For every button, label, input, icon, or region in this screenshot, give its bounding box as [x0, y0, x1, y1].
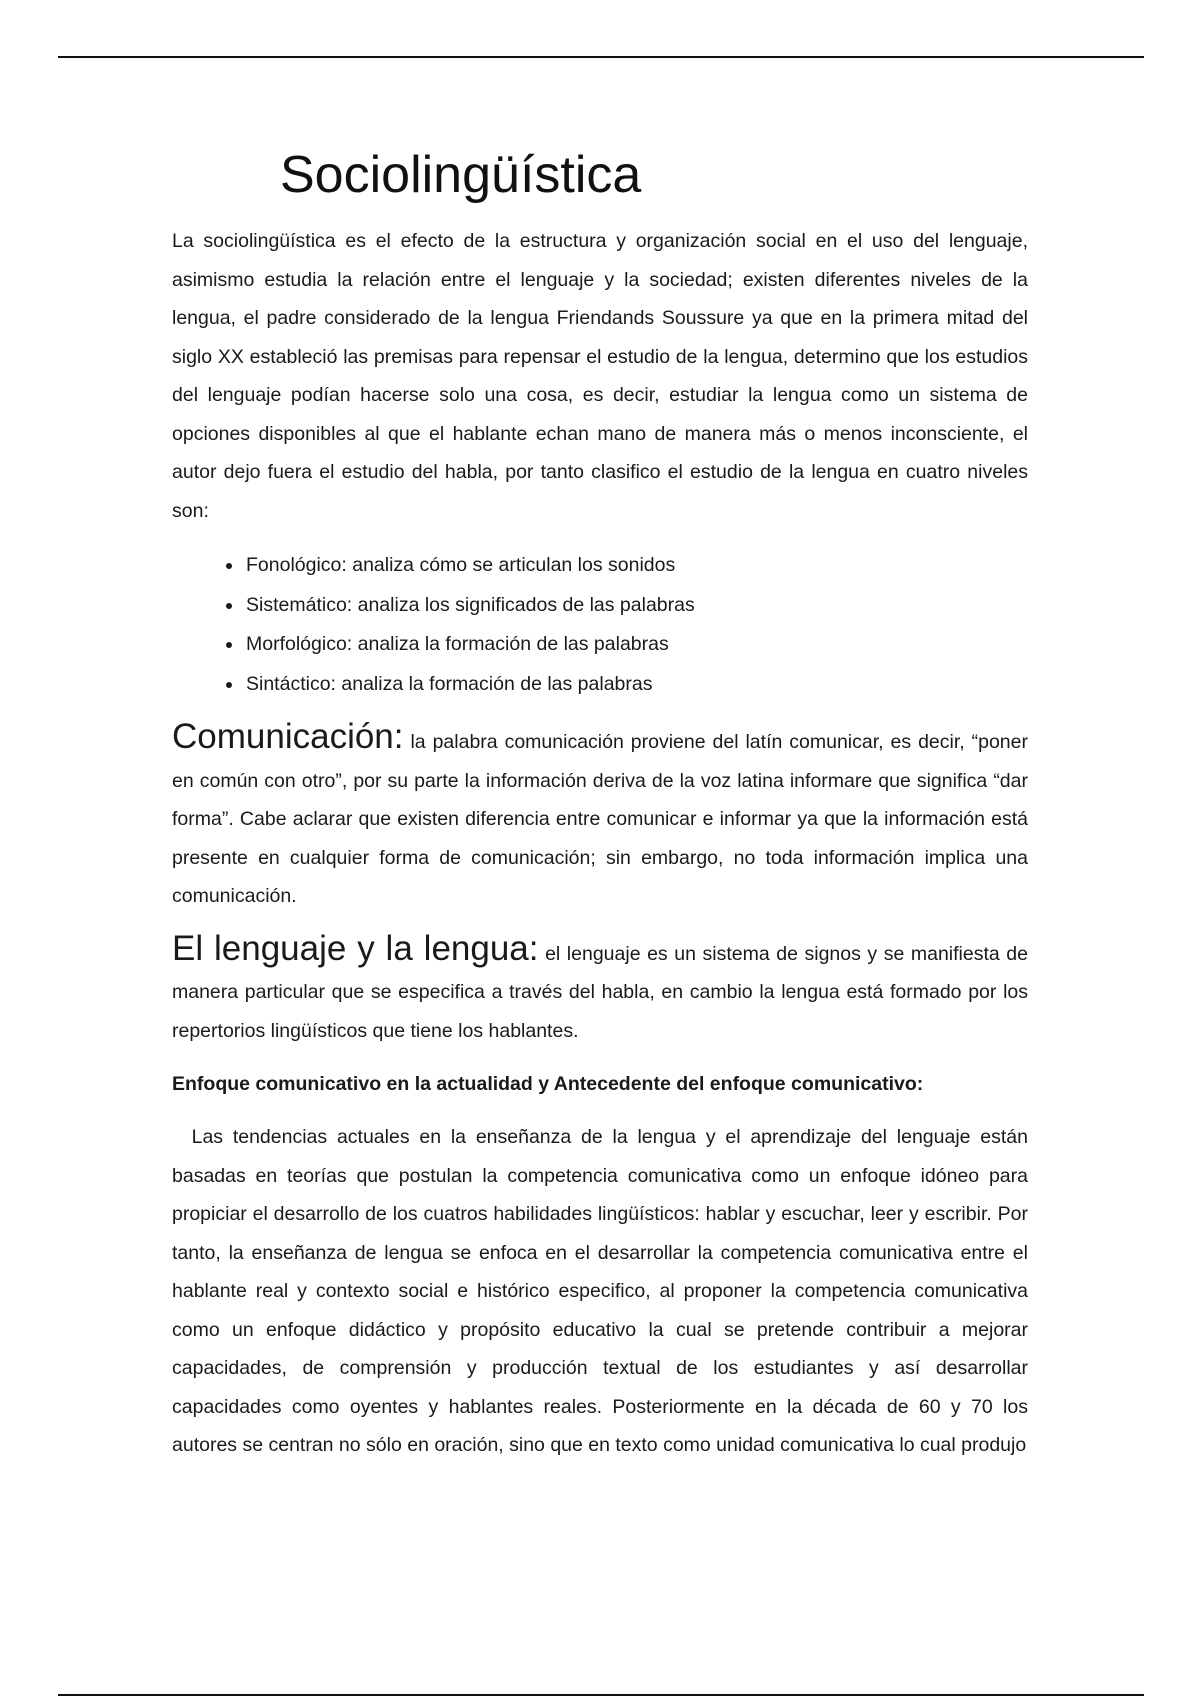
document-body	[172, 138, 1028, 1465]
lenguaje-heading: El lenguaje y la lengua:	[172, 928, 539, 968]
footer-rule	[58, 1694, 1144, 1696]
levels-list	[172, 546, 1028, 704]
lenguaje-section	[172, 930, 1028, 1051]
intro-paragraph: La sociolingüística es el efecto de la estructura y organización social en el uso del lenguaje, asimismo estudia la relación entre el lenguaje y la sociedad; existen diferentes niveles de la lengua, el padre considerado de la lengua Friendands Soussure ya que en la primera mitad del siglo XX estableció las premisas para repensar el estudio de la lengua, determino que los estudios del lenguaje podían hacerse solo una cosa, es decir, estudiar la lengua como un sistema de opciones disponibles al que el hablante echan mano de manera más o menos inconsciente, el autor dejo fuera el estudio del habla, por tanto clasifico el estudio de la lengua en cuatro niveles son:	[172, 230, 1028, 522]
list-item: • Sistemático: analiza los significados de las palabras	[244, 586, 1028, 626]
list-item: • Morfológico: analiza la formación de las palabras	[244, 625, 1028, 665]
lenguaje-text: el lenguaje es un sistema de signos y se manifiesta de manera particular que se especifica a través del habla, en cambio la lengua está formado por los repertorios lingüísticos que tiene los hablantes.	[172, 942, 1028, 1042]
page-title: Sociolingüística	[280, 146, 642, 204]
enfoque-heading: Enfoque comunicativo en la actualidad y Antecedente del enfoque comunicativo:	[172, 1073, 924, 1095]
list-item: • Fonológico: analiza cómo se articulan los sonidos	[244, 546, 1028, 586]
comunicacion-heading: Comunicación:	[172, 717, 404, 756]
list-item: • Sintáctico: analiza la formación de las palabras	[244, 665, 1028, 705]
comunicacion-section	[172, 718, 1028, 916]
enfoque-paragraph: Las tendencias actuales en la enseñanza de la lengua y el aprendizaje del lenguaje están basadas en teorías que postulan la competencia comunicativa como un enfoque idóneo para propiciar el desarrollo de los cuatros habilidades lingüísticos: hablar y escuchar, leer y escribir. Por tanto, la enseñanza de lengua se enfoca en el desarrollar la competencia comunicativa entre el hablante real y contexto social e histórico especifico, al proponer la competencia comunicativa como un enfoque didáctico y propósito educativo la cual se pretende contribuir a mejorar capacidades, de comprensión y producción textual de los estudiantes y así desarrollar capacidades como oyentes y hablantes reales. Posteriormente en la década de 60 y 70 los autores se centran no sólo en oración, sino que en texto como unidad comunicativa lo cual produjo	[172, 1126, 1028, 1456]
header-rule	[58, 56, 1144, 58]
comunicacion-text: la palabra comunicación proviene del latín comunicar, es decir, “poner en común con otro”, por su parte la información deriva de la voz latina informare que significa “dar forma”. Cabe aclarar que existen diferencia entre comunicar e informar ya que la información está presente en cualquier forma de comunicación; sin embargo, no toda información implica una comunicación.	[172, 731, 1028, 907]
